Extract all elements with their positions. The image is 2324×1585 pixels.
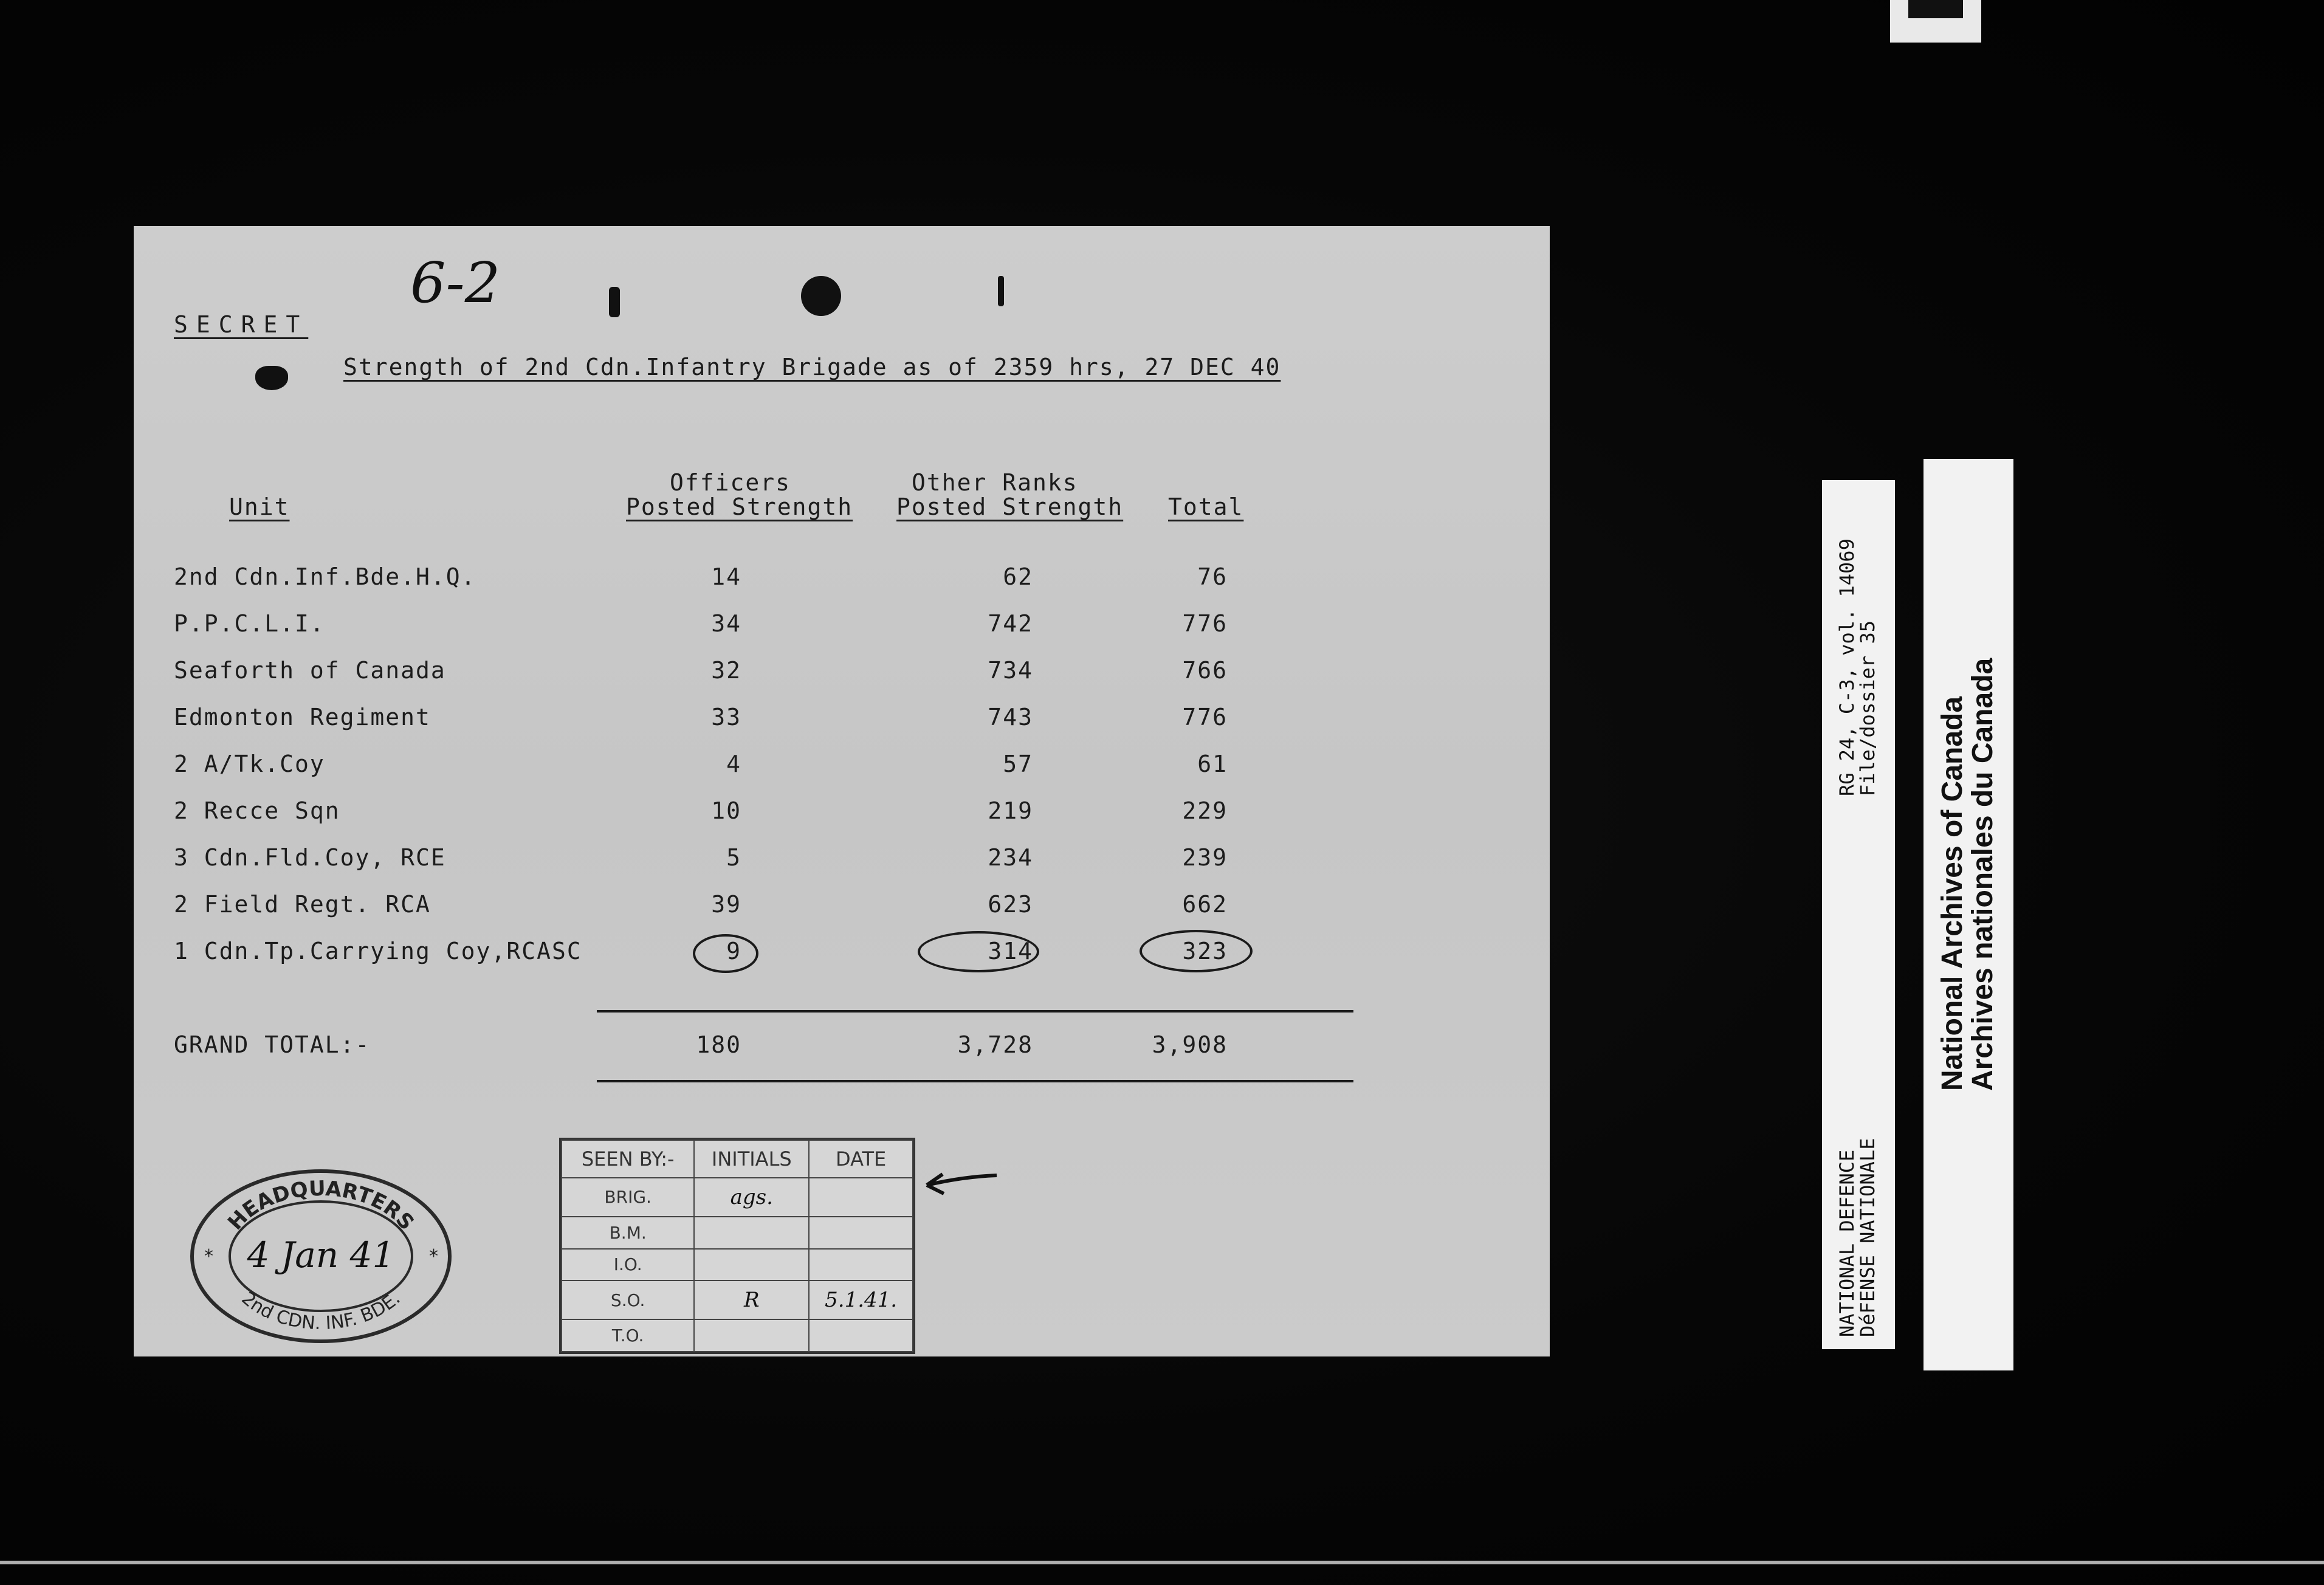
routing-header: SEEN BY:- [562, 1140, 694, 1178]
total-value: 239 [1182, 844, 1228, 871]
svg-text:*: * [429, 1246, 438, 1267]
column-header-ranks: Posted Strength [896, 493, 1124, 520]
unit-name: 1 Cdn.Tp.Carrying Coy,RCASC [174, 938, 582, 964]
routing-initials: ags. [694, 1178, 809, 1217]
routing-role: BRIG. [562, 1178, 694, 1217]
routing-initials [694, 1217, 809, 1249]
routing-date [809, 1249, 913, 1281]
ranks-value: 219 [988, 797, 1033, 824]
ink-mark [609, 287, 620, 317]
classification-heading: SECRET [174, 311, 309, 338]
department-en: NATIONAL DEFENCE [1835, 1149, 1858, 1337]
grand-total-officers: 180 [696, 1031, 741, 1058]
unit-name: 2 Recce Sqn [174, 797, 340, 824]
routing-row [562, 1319, 913, 1352]
routing-row [562, 1178, 913, 1217]
unit-name: 2 Field Regt. RCA [174, 891, 431, 918]
ink-blot [801, 276, 841, 316]
archive-reference: RG 24, C-3, vol. 14069 [1835, 538, 1858, 796]
archive-file: File/dossier 35 [1856, 621, 1879, 796]
unit-name: 3 Cdn.Fld.Coy, RCE [174, 844, 446, 871]
stamp-bottom-text: 2nd CDN. INF. BDE. [237, 1288, 405, 1335]
routing-row [562, 1281, 913, 1319]
archive-reference-label [1822, 480, 1895, 1349]
handwritten-reference: 6-2 [410, 250, 501, 315]
document-title: Strength of 2nd Cdn.Infantry Brigade as of 2359 hrs, 27 DEC 40 [343, 354, 1281, 380]
routing-initials [694, 1319, 809, 1352]
routing-header: DATE [809, 1140, 913, 1178]
total-rule-bottom [597, 1080, 1353, 1082]
column-header-officers-top: Officers [670, 469, 791, 496]
officers-value: 39 [711, 891, 741, 918]
officers-value: 32 [711, 657, 741, 684]
routing-box [559, 1138, 915, 1354]
routing-role: T.O. [562, 1319, 694, 1352]
total-value: 76 [1197, 563, 1228, 590]
officers-value: 4 [726, 751, 741, 777]
total-value: 776 [1182, 610, 1228, 637]
officers-value: 34 [711, 610, 741, 637]
unit-name: Seaforth of Canada [174, 657, 446, 684]
column-header-unit: Unit [229, 493, 290, 520]
grand-total-ranks: 3,728 [957, 1031, 1033, 1058]
routing-role: S.O. [562, 1281, 694, 1319]
film-corner-mark [1890, 0, 1981, 43]
document-page [134, 226, 1550, 1356]
ranks-value: 734 [988, 657, 1033, 684]
circle-mark [918, 931, 1039, 972]
routing-role: I.O. [562, 1249, 694, 1281]
column-header-officers: Posted Strength [626, 493, 853, 520]
total-value: 766 [1182, 657, 1228, 684]
grand-total-total: 3,908 [1152, 1031, 1228, 1058]
routing-row [562, 1217, 913, 1249]
routing-date [809, 1178, 913, 1217]
officers-value: 14 [711, 563, 741, 590]
svg-text:*: * [204, 1246, 213, 1267]
ranks-value: 623 [988, 891, 1033, 918]
ranks-value: 57 [1003, 751, 1033, 777]
ranks-value: 62 [1003, 563, 1033, 590]
routing-date: 5.1.41. [809, 1281, 913, 1319]
archives-name-en: National Archives of Canada [1936, 696, 1968, 1091]
archives-name-fr: Archives nationales du Canada [1967, 658, 1999, 1091]
ranks-value: 314 [988, 938, 1033, 964]
routing-header: INITIALS [694, 1140, 809, 1178]
routing-initials: R [694, 1281, 809, 1319]
total-value: 776 [1182, 704, 1228, 731]
film-edge [0, 1561, 2324, 1564]
ranks-value: 234 [988, 844, 1033, 871]
archives-canada-label [1923, 459, 2013, 1370]
routing-role: B.M. [562, 1217, 694, 1249]
grand-total-label: GRAND TOTAL:- [174, 1031, 371, 1058]
department-fr: DéFENSE NATIONALE [1856, 1138, 1879, 1337]
punch-hole [255, 366, 288, 390]
circle-mark [693, 934, 758, 973]
officers-value: 33 [711, 704, 741, 731]
circle-mark [1140, 930, 1253, 972]
officers-value: 10 [711, 797, 741, 824]
unit-name: P.P.C.L.I. [174, 610, 325, 637]
ranks-value: 743 [988, 704, 1033, 731]
column-header-ranks-top: Other Ranks [912, 469, 1078, 496]
officers-value: 5 [726, 844, 741, 871]
routing-date [809, 1217, 913, 1249]
headquarters-stamp [187, 1165, 455, 1347]
officers-value: 9 [726, 938, 741, 964]
unit-name: 2nd Cdn.Inf.Bde.H.Q. [174, 563, 476, 590]
total-value: 61 [1197, 751, 1228, 777]
stamp-date: 4 Jan 41 [247, 1234, 395, 1276]
total-rule-top [597, 1010, 1353, 1013]
total-value: 662 [1182, 891, 1228, 918]
routing-row [562, 1249, 913, 1281]
routing-date [809, 1319, 913, 1352]
routing-initials [694, 1249, 809, 1281]
column-header-total: Total [1168, 493, 1244, 520]
arrow-icon [915, 1162, 1000, 1198]
stamp-top-text: HEADQUARTERS [223, 1176, 419, 1235]
ranks-value: 742 [988, 610, 1033, 637]
unit-name: 2 A/Tk.Coy [174, 751, 325, 777]
ink-mark [998, 276, 1004, 306]
total-value: 229 [1182, 797, 1228, 824]
total-value: 323 [1182, 938, 1228, 964]
unit-name: Edmonton Regiment [174, 704, 431, 731]
